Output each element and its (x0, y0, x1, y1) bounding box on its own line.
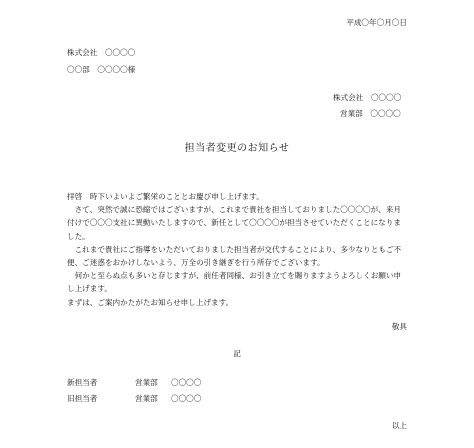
detail-dept: 営業部 (135, 394, 158, 403)
sender-dept: 営業部 〇〇〇〇 (340, 109, 401, 118)
detail-dept: 営業部 (135, 378, 158, 387)
body-paragraph-4: まずは、ご案内かたがたお知らせ申し上げます。 (67, 297, 234, 307)
body-paragraph-1: さて、突然で誠に恐縮ではございますが、これまで貴社を担当しておりました〇〇〇〇が、来月付けで〇〇〇支社に異動いたしますので、新任として〇〇〇〇が担当させていただくことになりました。 (67, 205, 401, 241)
body-paragraph-2: これまで貴社にご指導をいただいておりました担当者が交代することにより、多少なりともご不便、ご迷惑をおかけしないよう、万全の引き継ぎを行う所存でございます。 (67, 244, 402, 268)
recipient-person: 〇〇部 〇〇〇〇様 (67, 65, 136, 74)
detail-row-old (67, 393, 201, 404)
greeting-line: 拝啓 時下いよいよご繁栄のこととお慶び申し上げます。 (67, 192, 264, 201)
body-paragraph-3: 何かと至らぬ点も多いと存じますが、前任者同様、お引き立てを賜りますようよろしくお願い申し上げます。 (67, 271, 402, 294)
document-title: 担当者変更のお知らせ (184, 143, 290, 154)
detail-row-new (67, 377, 201, 388)
detail-name: 〇〇〇〇 (171, 378, 202, 387)
closing-ijou: 以上 (391, 421, 407, 430)
detail-role: 新担当者 (67, 378, 98, 387)
letter-date: 平成〇年〇月〇日 (346, 18, 407, 27)
detail-name: 〇〇〇〇 (171, 394, 202, 403)
letter-body (67, 190, 405, 309)
ki-heading: 記 (233, 349, 241, 358)
recipient-company: 株式会社 〇〇〇〇 (67, 48, 136, 57)
sender-company: 株式会社 〇〇〇〇 (333, 93, 402, 102)
detail-role: 旧担当者 (67, 394, 98, 403)
closing-keigu: 敬具 (391, 322, 407, 331)
